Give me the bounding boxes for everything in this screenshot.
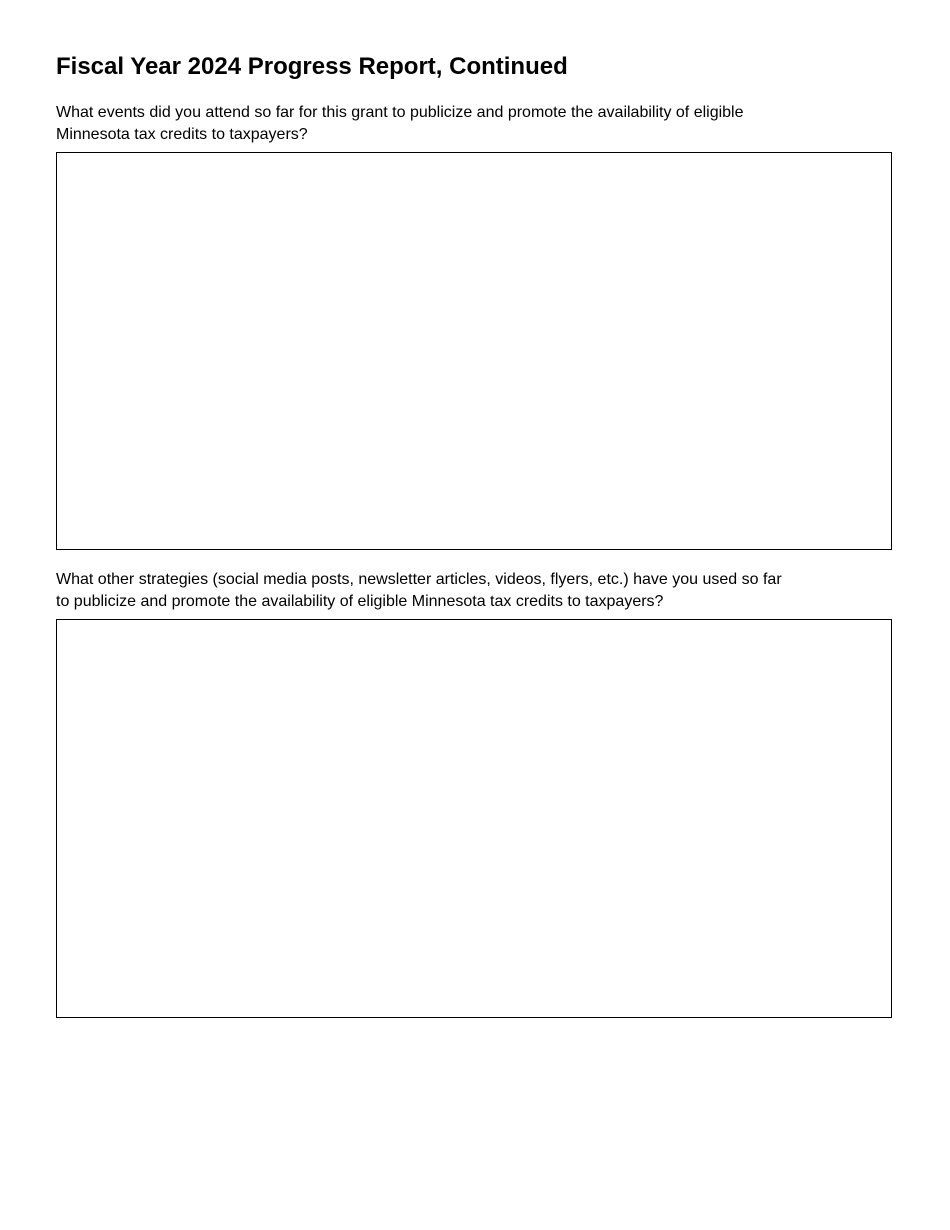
strategies-question-line-1: What other strategies (social media posts, newsletter articles, videos, flyers, etc.) have you used so far [56,571,782,588]
events-question-line-1: What events did you attend so far for this grant to publicize and promote the availability of eligible [56,104,744,121]
strategies-question-line-2: to publicize and promote the availability of eligible Minnesota tax credits to taxpayers? [56,593,664,610]
strategies-question [56,569,782,613]
events-answer-field[interactable] [56,152,892,550]
events-question-line-2: Minnesota tax credits to taxpayers? [56,126,308,143]
strategies-answer-field[interactable] [56,619,892,1018]
events-question [56,102,744,146]
page-title: Fiscal Year 2024 Progress Report, Continued [56,53,568,80]
